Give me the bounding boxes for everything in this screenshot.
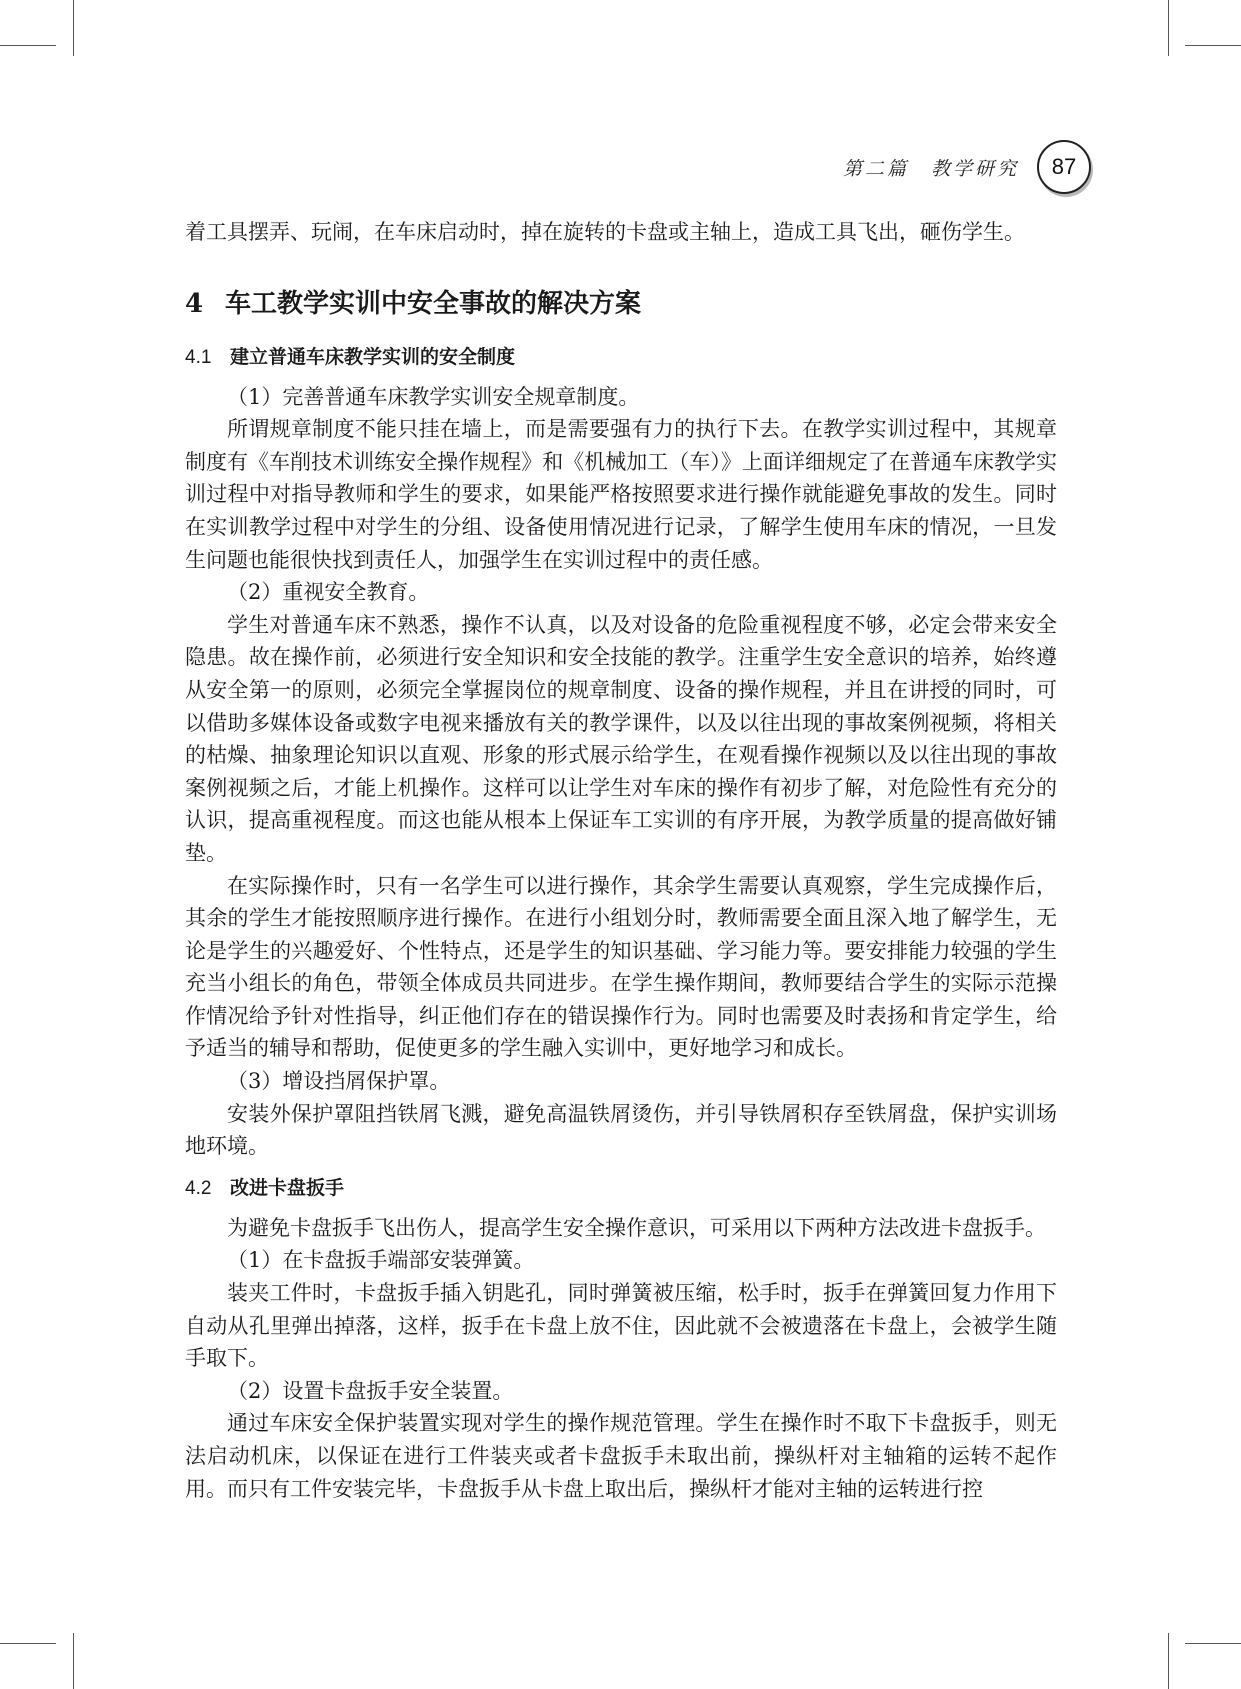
section-4-heading: [185, 283, 1057, 320]
paragraph-4-1-b: 学生对普通车床不熟悉，操作不认真，以及对设备的危险重视程度不够，必定会带来安全隐患。故在操作前，必须进行安全知识和安全技能的教学。注重学生安全意识的培养，始终遵从安全第一的原则，必须完全掌握岗位的规章制度、设备的操作规程，并且在讲授的同时，可以借助多媒体设备或数字电视来播放有关的教学课件，以及以往出现的事故案例视频，将相关的枯燥、抽象理论知识以直观、形象的形式展示给学生，在观看操作视频以及以往出现的事故案例视频之后，才能上机操作。这样可以让学生对车床的操作有初步了解，对危险性有充分的认识，提高重视程度。而这也能从根本上保证车工实训的有序开展，为教学质量的提高做好铺垫。: [185, 612, 1057, 865]
page-number: [1037, 140, 1091, 194]
item-4-1-1: （1）完善普通车床教学实训安全规章制度。: [227, 384, 640, 409]
crop-mark-bottom-right-v: [1168, 1633, 1169, 1689]
paragraph-4-1-d: 安装外保护罩阻挡铁屑飞溅，避免高温铁屑烫伤，并引导铁屑积存至铁屑盘，保护实训场地环境。: [185, 1101, 1057, 1159]
crop-mark-bottom-left-h: [0, 1643, 56, 1644]
crop-mark-top-right-v: [1168, 0, 1169, 56]
subsection-4-1-title: 建立普通车床教学实训的安全制度: [230, 346, 516, 368]
paragraph-4-2-a: 为避免卡盘扳手飞出伤人，提高学生安全操作意识，可采用以下两种方法改进卡盘扳手。: [227, 1215, 1046, 1240]
crop-mark-bottom-right-h: [1185, 1643, 1241, 1644]
header-section-text: 第二篇 教学研究: [842, 157, 1019, 180]
section-4-title: 车工教学实训中安全事故的解决方案: [225, 288, 642, 319]
subsection-4-2-title: 改进卡盘扳手: [230, 1177, 345, 1199]
subsection-4-2-number: 4.2: [185, 1177, 212, 1199]
crop-mark-bottom-left-v: [73, 1633, 74, 1689]
page-number-text: 87: [1051, 154, 1077, 179]
paragraph-4-2-b: 装夹工件时，卡盘扳手插入钥匙孔，同时弹簧被压缩，松手时，扳手在弹簧回复力作用下自动从孔里弹出掉落，这样，扳手在卡盘上放不住，因此就不会被遗落在卡盘上，会被学生随手取下。: [185, 1281, 1057, 1371]
intro-paragraph: 着工具摆弄、玩闹，在车床启动时，掉在旋转的卡盘或主轴上，造成工具飞出，砸伤学生。: [185, 220, 1025, 244]
item-4-2-2: （2）设置卡盘扳手安全装置。: [227, 1378, 514, 1403]
item-4-2-1: （1）在卡盘扳手端部安装弹簧。: [227, 1248, 535, 1273]
subsection-4-2-heading: [185, 1173, 1057, 1200]
paragraph-4-1-a: 所谓规章制度不能只挂在墙上，而是需要强有力的执行下去。在教学实训过程中，其规章制度有《车削技术训练安全操作规程》和《机械加工（车）》上面详细规定了在普通车床教学实训过程中对指导教师和学生的要求，如果能严格按照要求进行操作就能避免事故的发生。同时在实训教学过程中对学生的分组、设备使用情况进行记录，了解学生使用车床的情况，一旦发生问题也能很快找到责任人，加强学生在实训过程中的责任感。: [185, 417, 1057, 572]
item-4-1-2: （2）重视安全教育。: [227, 580, 430, 605]
paragraph-4-2-c: 通过车床安全保护装置实现对学生的操作规范管理。学生在操作时不取下卡盘扳手，则无法启动机床，以保证在进行工件装夹或者卡盘扳手未取出前，操纵杆对主轴箱的运转不起作用。而只有工件安装完毕，卡盘扳手从卡盘上取出后，操纵杆才能对主轴的运转进行控: [185, 1411, 1057, 1501]
item-4-1-3: （3）增设挡屑保护罩。: [227, 1069, 451, 1094]
running-header: [843, 145, 1091, 189]
paragraph-4-1-c: 在实际操作时，只有一名学生可以进行操作，其余学生需要认真观察，学生完成操作后，其余的学生才能按照顺序进行操作。在进行小组划分时，教师需要全面且深入地了解学生，无论是学生的兴趣爱好、个性特点，还是学生的知识基础、学习能力等。要安排能力较强的学生充当小组长的角色，带领全体成员共同进步。在学生操作期间，教师要结合学生的实际示范操作情况给予针对性指导，纠正他们存在的错误操作行为。同时也需要及时表扬和肯定学生，给予适当的辅导和帮助，促使更多的学生融入实训中，更好地学习和成长。: [185, 873, 1057, 1061]
subsection-4-1-heading: [185, 342, 1057, 369]
crop-mark-top-left-h: [0, 45, 56, 46]
crop-mark-top-left-v: [73, 0, 74, 56]
section-4-number: 4: [185, 288, 204, 319]
crop-mark-top-right-h: [1185, 45, 1241, 46]
page-body: [185, 216, 1057, 1505]
subsection-4-1-number: 4.1: [185, 346, 212, 368]
